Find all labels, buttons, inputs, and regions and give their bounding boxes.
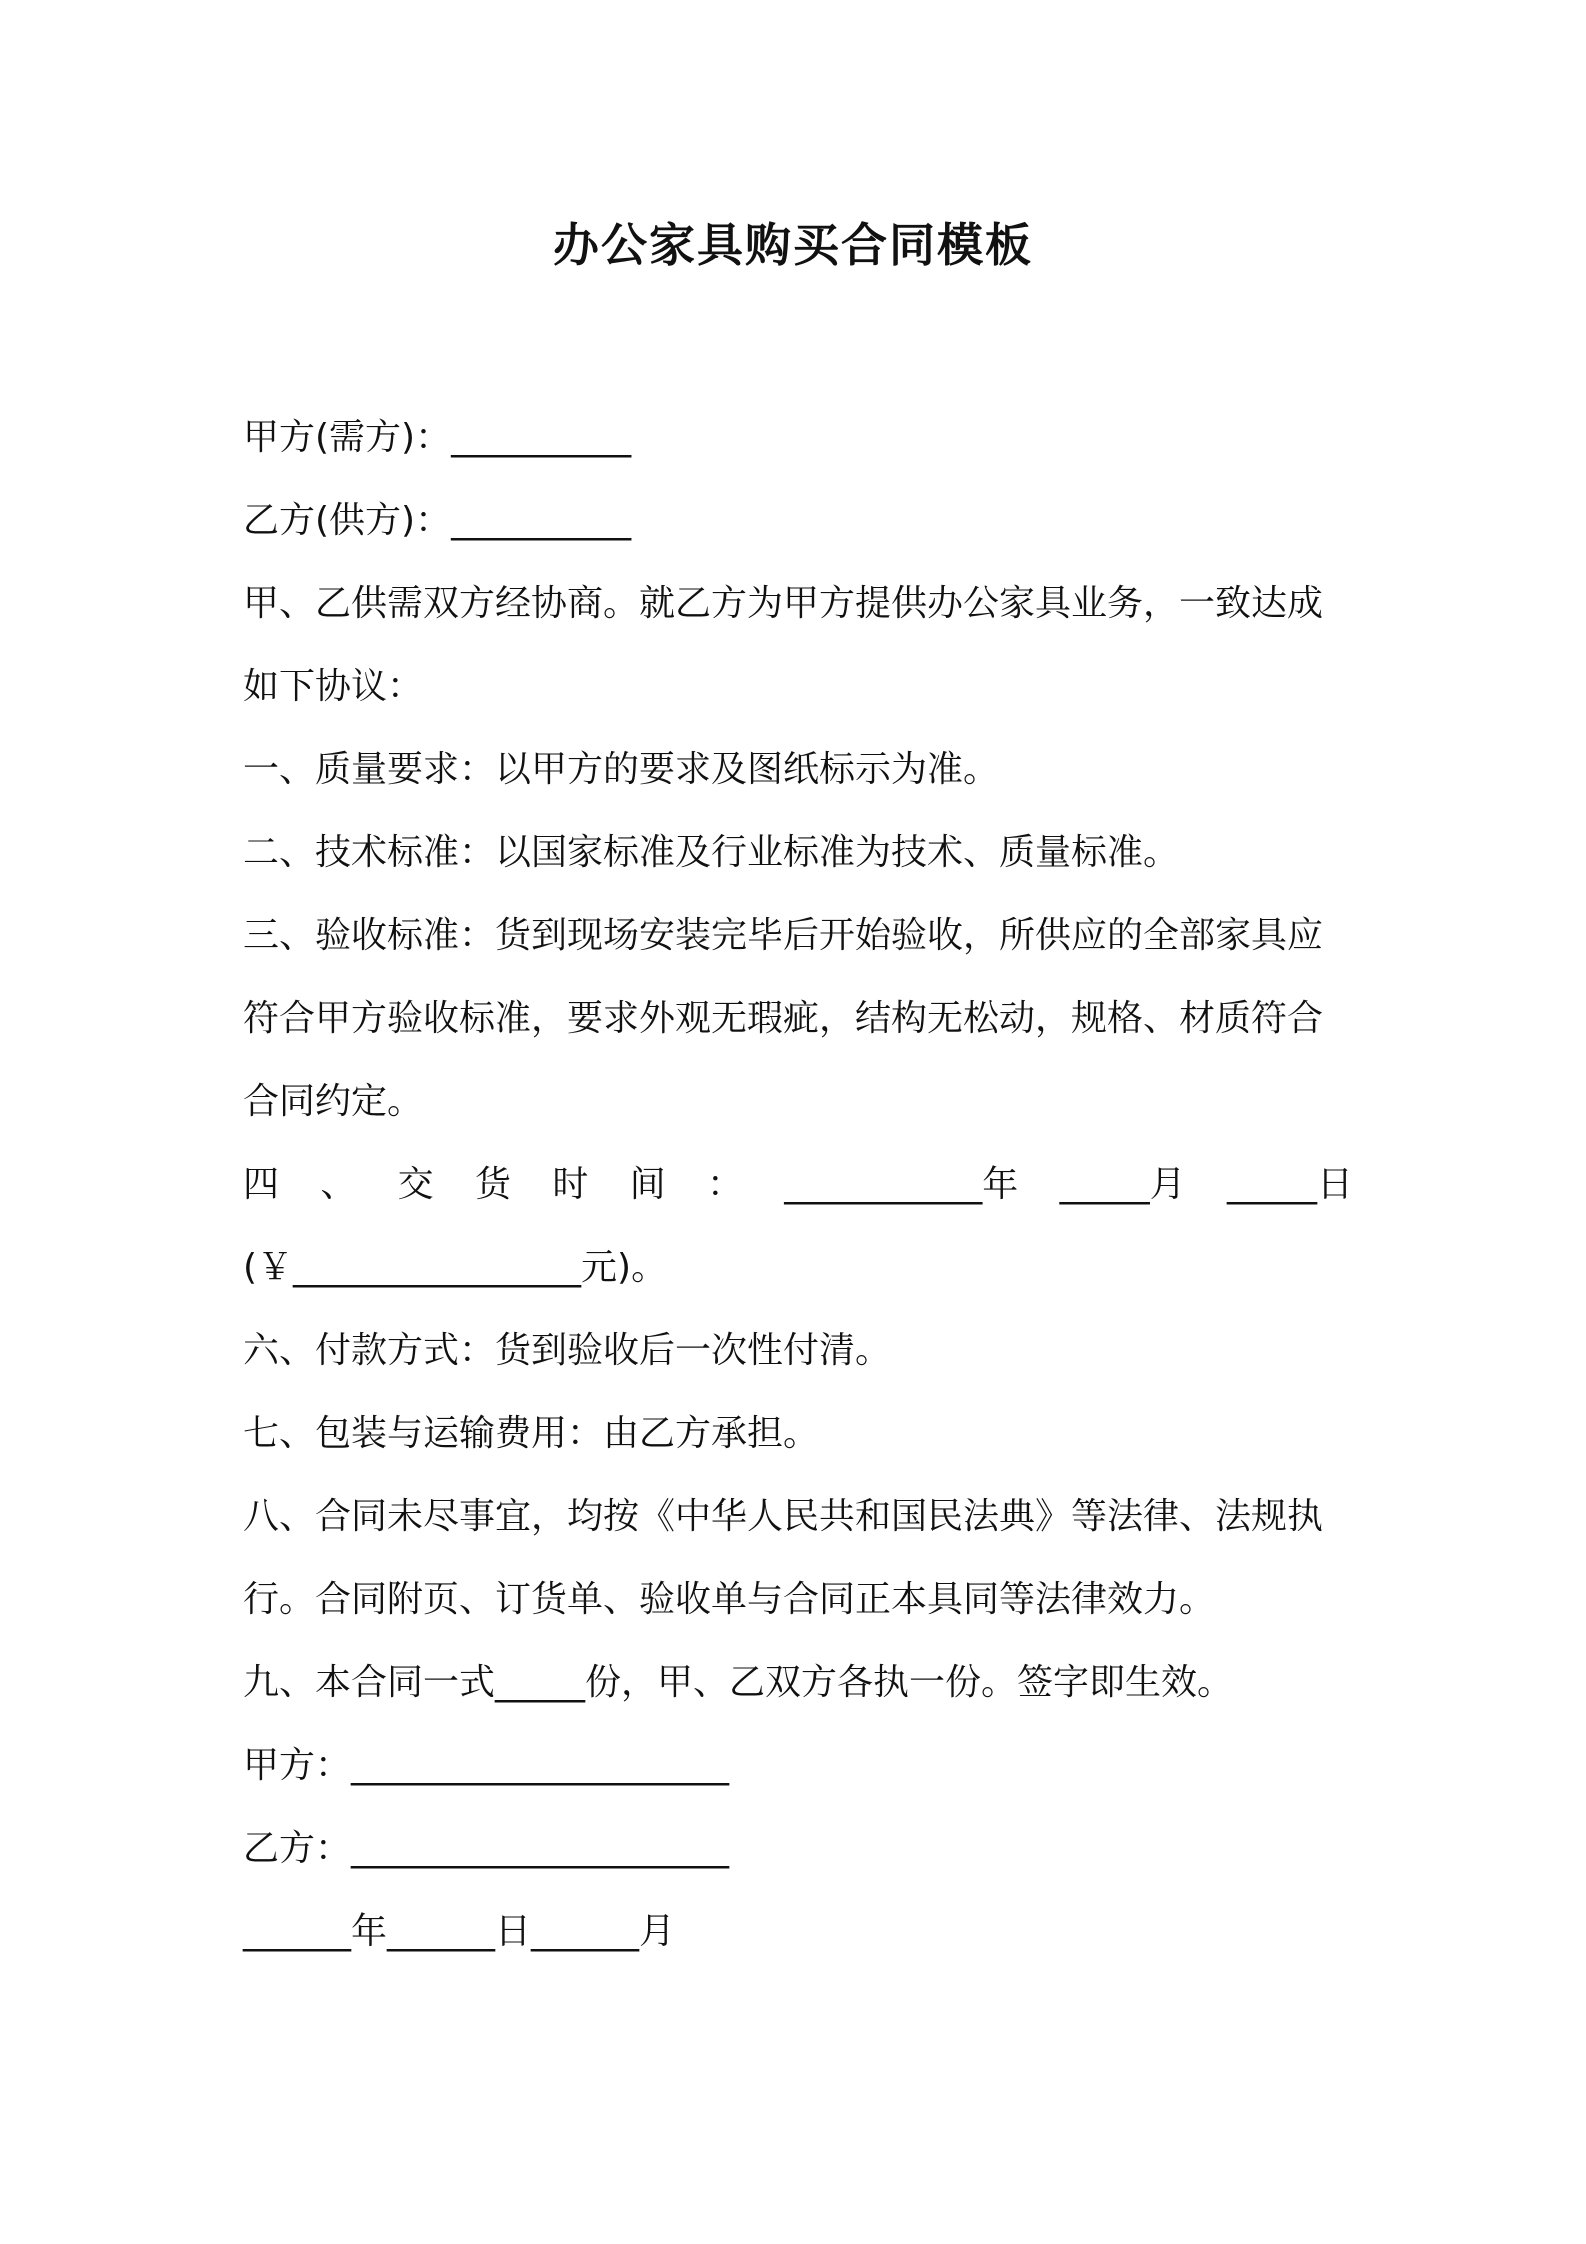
clause-payment: 六、付款方式：货到验收后一次性付清。: [243, 1330, 892, 1371]
delivery-month-blank: _____月: [1059, 1164, 1186, 1205]
clause-acceptance-line-2: 符合甲方验收标准，要求外观无瑕疵，结构无松动，规格、材质符合: [243, 998, 1324, 1039]
clause-delivery-part: ：: [706, 1164, 743, 1205]
intro-line-2: 如下协议：: [243, 666, 424, 707]
clause-delivery-time-line: [243, 1161, 1353, 1209]
clause-delivery-part: 交: [397, 1164, 434, 1205]
signature-party-a: 甲方：_____________________: [243, 1745, 730, 1786]
clause-packaging: 七、包装与运输费用：由乙方承担。: [243, 1413, 820, 1454]
clause-delivery-part: 货: [474, 1164, 511, 1205]
intro-line-1: 甲、乙供需双方经协商。就乙方为甲方提供办公家具业务，一致达成: [243, 583, 1324, 624]
clause-delivery-part: 间: [629, 1164, 666, 1205]
signature-date: ______年______日______月: [243, 1911, 675, 1952]
clause-delivery-amount: (￥________________元)。: [243, 1247, 668, 1288]
delivery-day-blank: _____日: [1226, 1164, 1353, 1205]
document-title: 办公家具购买合同模板: [553, 218, 1033, 272]
clause-delivery-part: 、: [320, 1164, 357, 1205]
delivery-year-blank: ___________年: [784, 1164, 1019, 1205]
clause-other-line-1: 八、合同未尽事宜，均按《中华人民共和国民法典》等法律、法规执: [243, 1496, 1324, 1537]
party-b-line: 乙方(供方)：__________: [243, 500, 632, 541]
clause-acceptance-line-3: 合同约定。: [243, 1081, 424, 1122]
clause-acceptance-line-1: 三、验收标准：货到现场安装完毕后开始验收，所供应的全部家具应: [243, 915, 1324, 956]
clause-delivery-part: 四: [243, 1164, 280, 1205]
clause-other-line-2: 行。合同附页、订货单、验收单与合同正本具同等法律效力。: [243, 1579, 1216, 1620]
party-a-line: 甲方(需方)：__________: [243, 417, 632, 458]
signature-party-b: 乙方：_____________________: [243, 1828, 730, 1869]
clause-copies: 九、本合同一式_____份，甲、乙双方各执一份。签字即生效。: [243, 1662, 1234, 1703]
clause-delivery-part: 时: [552, 1164, 589, 1205]
clause-technical-standard: 二、技术标准：以国家标准及行业标准为技术、质量标准。: [243, 832, 1180, 873]
clause-quality: 一、质量要求：以甲方的要求及图纸标示为准。: [243, 749, 1000, 790]
